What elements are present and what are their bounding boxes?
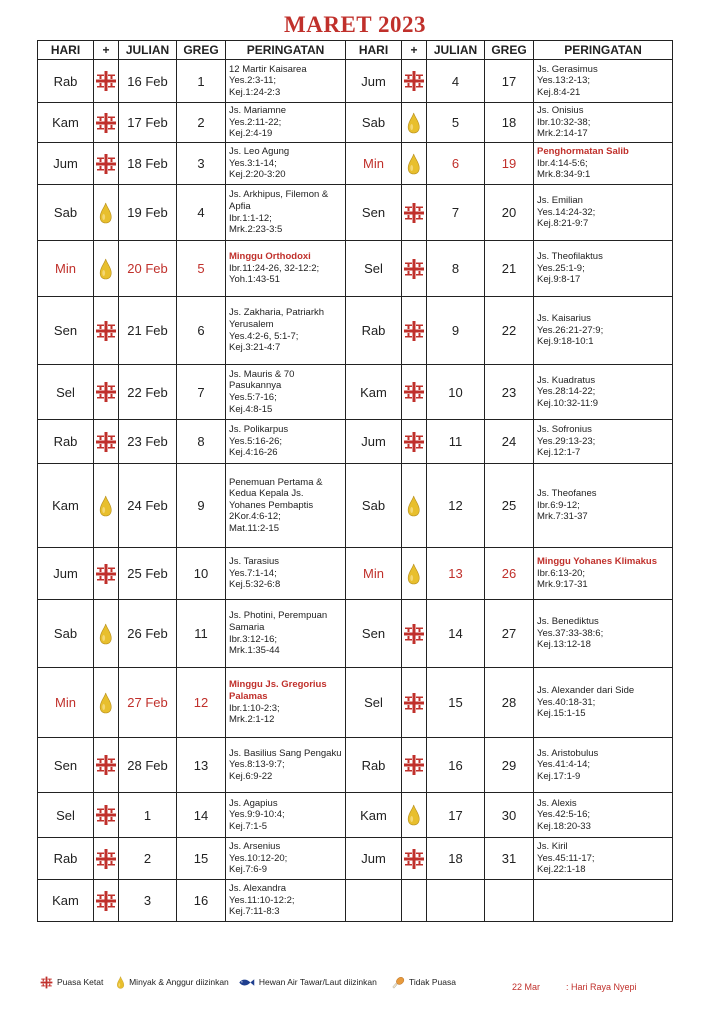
day-cell: Min (38, 241, 94, 297)
julian-date-cell: 3 (119, 880, 177, 922)
scripture-reading: Yes.42:5-16; (537, 809, 590, 821)
fish-icon (238, 977, 259, 987)
page-title: MARET 2023 (284, 12, 426, 37)
day-cell: Sel (346, 241, 402, 297)
day-cell: Jum (38, 143, 94, 185)
table-row (38, 143, 673, 185)
gregorian-date-cell: 2 (177, 103, 226, 143)
day-cell: Rab (346, 738, 402, 793)
day-cell: Kam (38, 103, 94, 143)
commemoration-cell (534, 464, 673, 548)
gregorian-date-cell: 30 (485, 793, 534, 838)
commemoration-cell (226, 185, 346, 241)
julian-date-cell: 10 (427, 365, 485, 420)
empty-cell (534, 880, 673, 922)
scripture-reading: Kej.7:6-9 (229, 864, 268, 876)
gregorian-date-cell: 19 (485, 143, 534, 185)
day-cell: Sen (346, 600, 402, 668)
commemoration-title: Js. Sofronius (537, 424, 592, 436)
julian-date-cell: 8 (427, 241, 485, 297)
julian-date-cell: 23 Feb (119, 420, 177, 464)
commemoration-cell (226, 738, 346, 793)
gregorian-date-cell: 14 (177, 793, 226, 838)
header-plus-right: + (402, 41, 427, 60)
commemoration-title: Js. Polikarpus (229, 424, 289, 436)
table-row (38, 464, 673, 548)
day-cell: Sel (38, 365, 94, 420)
gregorian-date-cell: 29 (485, 738, 534, 793)
commemoration-cell (534, 143, 673, 185)
gregorian-date-cell: 25 (485, 464, 534, 548)
commemoration-title: Js. Leo Agung (229, 146, 290, 158)
commemoration-title: Js. Alexis (537, 797, 577, 809)
julian-date-cell: 6 (427, 143, 485, 185)
day-cell: Sab (346, 103, 402, 143)
scripture-reading: Yes.11:10-12:2; (229, 894, 295, 906)
oil-drop-icon (402, 103, 427, 143)
red-cross-icon (402, 60, 427, 103)
table-row (38, 420, 673, 464)
commemoration-cell (226, 793, 346, 838)
oil-drop-icon (116, 976, 129, 989)
scripture-reading: Yes.40:18-31; (537, 696, 596, 708)
julian-date-cell: 12 (427, 464, 485, 548)
table-row (38, 793, 673, 838)
header-julian-right: JULIAN (427, 41, 485, 60)
commemoration-title: Js. Alexandra (229, 883, 287, 895)
day-cell: Sen (38, 297, 94, 365)
day-cell: Jum (346, 838, 402, 880)
legend-item-oil-wine (116, 975, 229, 989)
scripture-reading: Ibr.3:12-16; (229, 633, 278, 645)
scripture-reading: Kej.2:20-3:20 (229, 169, 286, 181)
julian-date-cell: 7 (427, 185, 485, 241)
gregorian-date-cell: 23 (485, 365, 534, 420)
scripture-reading: Kej.9:8-17 (537, 274, 581, 286)
julian-date-cell: 16 (427, 738, 485, 793)
gregorian-date-cell: 24 (485, 420, 534, 464)
calendar-table (37, 40, 673, 922)
julian-date-cell: 18 (427, 838, 485, 880)
gregorian-date-cell: 31 (485, 838, 534, 880)
day-cell: Jum (346, 60, 402, 103)
header-greg-left: GREG (177, 41, 226, 60)
empty-cell (346, 880, 402, 922)
scripture-reading: Yes.9:9-10:4; (229, 809, 285, 821)
commemoration-cell (226, 241, 346, 297)
commemoration-cell (534, 241, 673, 297)
legend-item-strict-fast (40, 975, 103, 989)
header-peringatan-right: PERINGATAN (534, 41, 673, 60)
scripture-reading: Ibr.4:14-5:6; (537, 157, 588, 169)
day-cell: Sel (38, 793, 94, 838)
oil-drop-icon (94, 185, 119, 241)
commemoration-cell (534, 738, 673, 793)
commemoration-title: Penemuan Pertama & Kedua Kepala Js. Yohanes Pembaptis (229, 476, 323, 511)
julian-date-cell: 17 (427, 793, 485, 838)
julian-date-cell: 25 Feb (119, 548, 177, 600)
scripture-reading: Kej.2:4-19 (229, 128, 273, 140)
commemoration-title: Js. Mariamne (229, 105, 287, 117)
scripture-reading: Kej.6:9-22 (229, 770, 273, 782)
commemoration-title: Js. Onisius (537, 105, 584, 117)
table-row (38, 738, 673, 793)
table-row (38, 668, 673, 738)
table-row (38, 185, 673, 241)
scripture-reading: Mrk.8:34-9:1 (537, 169, 591, 181)
legend-item-fish (238, 975, 377, 989)
red-cross-icon (402, 185, 427, 241)
scripture-reading: Yes.10:12-20; (229, 852, 288, 864)
table-row (38, 548, 673, 600)
red-cross-icon (402, 838, 427, 880)
scripture-reading: Yes.2:3-11; (229, 75, 277, 87)
day-cell: Rab (38, 60, 94, 103)
commemoration-title: Js. Agapius (229, 797, 278, 809)
gregorian-date-cell: 20 (485, 185, 534, 241)
day-cell: Kam (38, 464, 94, 548)
oil-drop-icon (94, 668, 119, 738)
gregorian-date-cell: 17 (485, 60, 534, 103)
table-row (38, 297, 673, 365)
julian-date-cell: 28 Feb (119, 738, 177, 793)
gregorian-date-cell: 4 (177, 185, 226, 241)
commemoration-cell (226, 297, 346, 365)
commemoration-cell (226, 548, 346, 600)
scripture-reading: Kej.17:1-9 (537, 770, 581, 782)
oil-drop-icon (94, 600, 119, 668)
gregorian-date-cell: 11 (177, 600, 226, 668)
commemoration-cell (534, 365, 673, 420)
header-peringatan-left: PERINGATAN (226, 41, 346, 60)
scripture-reading: Mrk.9:17-31 (537, 579, 588, 591)
gregorian-date-cell: 22 (485, 297, 534, 365)
red-cross-icon (402, 668, 427, 738)
gregorian-date-cell: 8 (177, 420, 226, 464)
oil-drop-icon (94, 241, 119, 297)
julian-date-cell: 1 (119, 793, 177, 838)
empty-cell (427, 880, 485, 922)
gregorian-date-cell: 9 (177, 464, 226, 548)
julian-date-cell: 9 (427, 297, 485, 365)
commemoration-title: Minggu Yohanes Klimakus (537, 556, 658, 568)
commemoration-cell (226, 668, 346, 738)
scripture-reading: Mat.11:2-15 (229, 522, 279, 534)
scripture-reading: Mrk.1:35-44 (229, 645, 280, 657)
red-cross-icon (402, 297, 427, 365)
commemoration-title: Js. Aristobulus (537, 747, 599, 759)
scripture-reading: Ibr.11:24-26, 32-12:2; (229, 262, 320, 274)
julian-date-cell: 15 (427, 668, 485, 738)
scripture-reading: Yes.37:33-38:6; (537, 627, 604, 639)
legend-label: Hewan Air Tawar/Laut diizinkan (258, 977, 377, 987)
header-hari-right: HARI (346, 41, 402, 60)
commemoration-title: Js. Mauris & 70 Pasukannya (229, 368, 295, 392)
julian-date-cell: 27 Feb (119, 668, 177, 738)
red-cross-icon (94, 60, 119, 103)
empty-cell (485, 880, 534, 922)
day-cell: Min (346, 143, 402, 185)
red-cross-icon (94, 103, 119, 143)
scripture-reading: Yes.5:16-26; (229, 435, 282, 447)
commemoration-title: 12 Martir Kaisarea (229, 63, 307, 75)
julian-date-cell: 20 Feb (119, 241, 177, 297)
commemoration-cell (226, 464, 346, 548)
legend-item-no-fast (392, 975, 456, 989)
table-row (38, 365, 673, 420)
red-cross-icon (94, 365, 119, 420)
red-cross-icon (402, 420, 427, 464)
commemoration-cell (534, 548, 673, 600)
commemoration-title: Js. Benediktus (537, 616, 599, 628)
commemoration-title: Js. Theofilaktus (537, 251, 603, 263)
commemoration-title: Minggu Js. Gregorius Palamas (229, 679, 327, 702)
day-cell: Sen (346, 185, 402, 241)
red-cross-icon (94, 738, 119, 793)
day-cell: Min (346, 548, 402, 600)
commemoration-title: Js. Basilius Sang Pengaku (229, 747, 342, 759)
gregorian-date-cell: 15 (177, 838, 226, 880)
red-cross-icon (94, 297, 119, 365)
gregorian-date-cell: 3 (177, 143, 226, 185)
red-cross-icon (402, 241, 427, 297)
scripture-reading: Yoh.1:43-51 (229, 274, 280, 286)
commemoration-cell (534, 838, 673, 880)
scripture-reading: Yes.3:1-14; (229, 157, 277, 169)
commemoration-cell (226, 420, 346, 464)
commemoration-title: Js. Kuadratus (537, 374, 596, 386)
table-row (38, 241, 673, 297)
legend-label: Tidak Puasa (409, 977, 456, 987)
commemoration-title: Js. Kaisarius (537, 313, 591, 325)
scripture-reading: Yes.14:24-32; (537, 206, 596, 218)
red-cross-icon (402, 738, 427, 793)
julian-date-cell: 4 (427, 60, 485, 103)
commemoration-title: Js. Alexander dari Side (537, 685, 635, 697)
commemoration-cell (534, 185, 673, 241)
red-cross-icon (94, 838, 119, 880)
day-cell: Sab (38, 600, 94, 668)
scripture-reading: Yes.45:11-17; (537, 852, 595, 864)
day-cell: Rab (346, 297, 402, 365)
oil-drop-icon (402, 548, 427, 600)
oil-drop-icon (94, 464, 119, 548)
gregorian-date-cell: 13 (177, 738, 226, 793)
julian-date-cell: 11 (427, 420, 485, 464)
oil-drop-icon (402, 464, 427, 548)
scripture-reading: Kej.8:4-21 (537, 86, 581, 98)
commemoration-title: Js. Zakharia, Patriarkh Yerusalem (229, 307, 325, 330)
scripture-reading: Yes.4:2-6, 5:1-7; (229, 330, 299, 342)
header-row (38, 41, 673, 60)
red-cross-icon (402, 365, 427, 420)
day-cell: Rab (38, 838, 94, 880)
julian-date-cell: 18 Feb (119, 143, 177, 185)
table-row (38, 60, 673, 103)
legend-label: Puasa Ketat (57, 977, 104, 987)
commemoration-cell (226, 880, 346, 922)
commemoration-cell (534, 420, 673, 464)
gregorian-date-cell: 12 (177, 668, 226, 738)
scripture-reading: Yes.8:13-9:7; (229, 759, 285, 771)
gregorian-date-cell: 28 (485, 668, 534, 738)
note-text: : Hari Raya Nyepi (566, 982, 637, 992)
commemoration-cell (534, 60, 673, 103)
scripture-reading: Yes.29:13-23; (537, 435, 596, 447)
scripture-reading: Kej.15:1-15 (537, 708, 586, 720)
drumstick-icon (392, 976, 409, 989)
note-date: 22 Mar (512, 982, 541, 992)
scripture-reading: Yes.13:2-13; (537, 75, 590, 87)
scripture-reading: Ibr.6:13-20; (537, 567, 586, 579)
julian-date-cell: 24 Feb (119, 464, 177, 548)
commemoration-title: Js. Tarasius (229, 556, 279, 568)
julian-date-cell: 2 (119, 838, 177, 880)
commemoration-title: Js. Arsenius (229, 841, 281, 853)
gregorian-date-cell: 1 (177, 60, 226, 103)
gregorian-date-cell: 10 (177, 548, 226, 600)
commemoration-title: Minggu Orthodoxi (229, 251, 311, 263)
julian-date-cell: 13 (427, 548, 485, 600)
commemoration-title: Js. Emilian (537, 195, 583, 207)
table-row (38, 838, 673, 880)
day-cell: Min (38, 668, 94, 738)
commemoration-title: Penghormatan Salib (537, 146, 629, 158)
commemoration-title: Js. Theofanes (537, 488, 597, 500)
scripture-reading: Mrk.2:23-3:5 (229, 224, 283, 236)
commemoration-cell (226, 103, 346, 143)
scripture-reading: 2Kor.4:6-12; (229, 511, 281, 523)
scripture-reading: Kej.4:8-15 (229, 403, 273, 415)
scripture-reading: Ibr.1:10-2:3; (229, 702, 280, 714)
julian-date-cell: 17 Feb (119, 103, 177, 143)
scripture-reading: Ibr.6:9-12; (537, 499, 580, 511)
day-cell: Sab (38, 185, 94, 241)
scripture-reading: Yes.7:1-14; (229, 567, 277, 579)
red-cross-icon (94, 548, 119, 600)
gregorian-date-cell: 16 (177, 880, 226, 922)
julian-date-cell: 19 Feb (119, 185, 177, 241)
scripture-reading: Mrk.7:31-37 (537, 511, 588, 523)
red-cross-icon (40, 976, 57, 989)
empty-cell (402, 880, 427, 922)
legend-label: Minyak & Anggur diizinkan (129, 977, 229, 987)
commemoration-cell (534, 103, 673, 143)
scripture-reading: Kej.12:1-7 (537, 447, 581, 459)
day-cell: Kam (346, 793, 402, 838)
scripture-reading: Yes.5:7-16; (229, 392, 277, 403)
day-cell: Sen (38, 738, 94, 793)
gregorian-date-cell: 6 (177, 297, 226, 365)
scripture-reading: Yes.2:11-22; (229, 116, 282, 128)
gregorian-date-cell: 7 (177, 365, 226, 420)
julian-date-cell: 22 Feb (119, 365, 177, 420)
commemoration-cell (226, 838, 346, 880)
commemoration-title: Js. Kiril (537, 841, 568, 853)
commemoration-cell (534, 600, 673, 668)
scripture-reading: Mrk.2:1-12 (229, 714, 275, 726)
red-cross-icon (94, 880, 119, 922)
oil-drop-icon (402, 143, 427, 185)
gregorian-date-cell: 27 (485, 600, 534, 668)
commemoration-cell (226, 143, 346, 185)
calendar-body (38, 60, 673, 922)
day-cell: Kam (38, 880, 94, 922)
oil-drop-icon (402, 793, 427, 838)
gregorian-date-cell: 21 (485, 241, 534, 297)
commemoration-cell (534, 297, 673, 365)
scripture-reading: Mrk.2:14-17 (537, 128, 588, 140)
scripture-reading: Yes.28:14-22; (537, 386, 596, 398)
commemoration-cell (226, 60, 346, 103)
scripture-reading: Kej.18:20-33 (537, 820, 591, 832)
scripture-reading: Kej.3:21-4:7 (229, 342, 281, 354)
gregorian-date-cell: 18 (485, 103, 534, 143)
red-cross-icon (94, 143, 119, 185)
scripture-reading: Kej.1:24-2:3 (229, 86, 281, 98)
day-cell: Sab (346, 464, 402, 548)
scripture-reading: Kej.4:16-26 (229, 447, 278, 459)
header-greg-right: GREG (485, 41, 534, 60)
day-cell: Kam (346, 365, 402, 420)
scripture-reading: Kej.7:1-5 (229, 820, 268, 832)
scripture-reading: Kej.5:32-6:8 (229, 579, 281, 591)
scripture-reading: Ibr.10:32-38; (537, 116, 591, 128)
commemoration-cell (226, 365, 346, 420)
day-cell: Jum (38, 548, 94, 600)
commemoration-title: Js. Arkhipus, Filemon & Apfia (229, 189, 329, 212)
day-cell: Sel (346, 668, 402, 738)
header-julian-left: JULIAN (119, 41, 177, 60)
scripture-reading: Yes.25:1-9; (537, 262, 585, 274)
scripture-reading: Kej.10:32-11:9 (537, 397, 599, 409)
red-cross-icon (402, 600, 427, 668)
julian-date-cell: 5 (427, 103, 485, 143)
table-row (38, 600, 673, 668)
julian-date-cell: 16 Feb (119, 60, 177, 103)
table-row (38, 103, 673, 143)
day-cell: Rab (38, 420, 94, 464)
gregorian-date-cell: 5 (177, 241, 226, 297)
day-cell: Jum (346, 420, 402, 464)
julian-date-cell: 26 Feb (119, 600, 177, 668)
scripture-reading: Kej.7:11-8:3 (229, 906, 280, 918)
scripture-reading: Kej.13:12-18 (537, 639, 591, 651)
red-cross-icon (94, 793, 119, 838)
commemoration-cell (534, 793, 673, 838)
commemoration-title: Js. Gerasimus (537, 63, 598, 75)
scripture-reading: Yes.41:4-14; (537, 759, 590, 771)
julian-date-cell: 21 Feb (119, 297, 177, 365)
scripture-reading: Kej.22:1-18 (537, 864, 586, 876)
scripture-reading: Kej.9:18-10:1 (537, 336, 594, 348)
scripture-reading: Ibr.1:1-12; (229, 212, 272, 224)
table-row (38, 880, 673, 922)
header-plus-left: + (94, 41, 119, 60)
scripture-reading: Yes.26:21-27:9; (537, 324, 604, 336)
scripture-reading: Kej.8:21-9:7 (537, 218, 589, 230)
commemoration-cell (534, 668, 673, 738)
commemoration-cell (226, 600, 346, 668)
gregorian-date-cell: 26 (485, 548, 534, 600)
julian-date-cell: 14 (427, 600, 485, 668)
header-hari-left: HARI (38, 41, 94, 60)
red-cross-icon (94, 420, 119, 464)
commemoration-title: Js. Photini, Perempuan Samaria (229, 610, 328, 633)
